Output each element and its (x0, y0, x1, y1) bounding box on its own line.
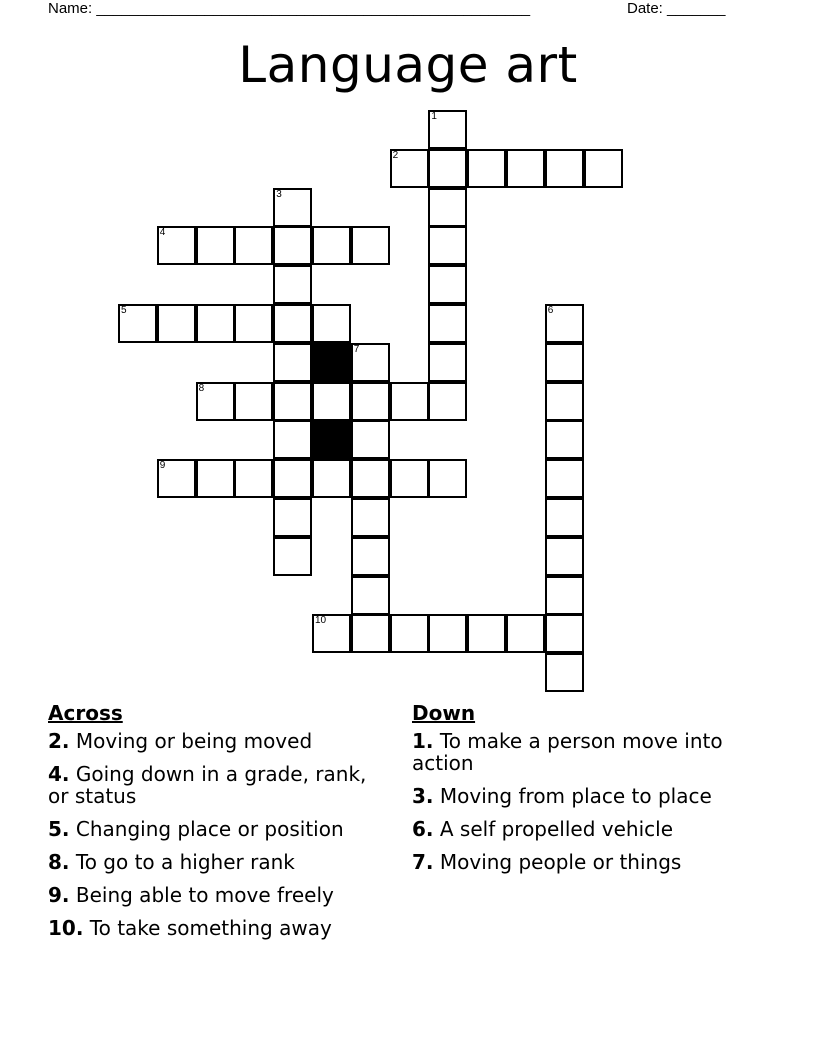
grid-cell[interactable] (428, 226, 467, 265)
grid-cell[interactable] (312, 382, 351, 421)
grid-cell[interactable] (273, 265, 312, 304)
grid-cell[interactable] (545, 653, 584, 692)
grid-cell[interactable] (545, 498, 584, 537)
grid-cell[interactable] (545, 459, 584, 498)
grid-cell[interactable] (390, 459, 429, 498)
grid-cell-number: 9 (159, 460, 166, 472)
clue-across (48, 763, 393, 807)
grid-cell-number: 3 (276, 188, 282, 200)
grid-cell[interactable] (312, 304, 351, 343)
clue-across (48, 818, 393, 840)
grid-cell[interactable] (428, 304, 467, 343)
grid-cell[interactable] (351, 343, 390, 382)
grid-cell[interactable] (351, 420, 390, 459)
grid-cell[interactable] (273, 188, 312, 227)
grid-cell[interactable] (428, 459, 467, 498)
grid-cell[interactable] (390, 149, 429, 188)
clue-down (412, 730, 732, 774)
grid-cell-number: 6 (547, 305, 554, 316)
clue-number: 1. (412, 729, 434, 753)
grid-cell[interactable] (467, 149, 506, 188)
grid-cell[interactable] (157, 226, 196, 265)
grid-cell-number: 5 (121, 305, 127, 316)
grid-cell[interactable] (234, 304, 273, 343)
grid-cell[interactable] (196, 459, 235, 498)
grid-cell[interactable] (234, 226, 273, 265)
grid-cell[interactable] (545, 382, 584, 421)
clue-number: 9. (48, 883, 70, 907)
clue-across (48, 917, 393, 939)
grid-cell[interactable] (506, 614, 545, 653)
grid-cell[interactable] (428, 614, 467, 653)
grid-cell[interactable] (312, 614, 351, 653)
grid-cell[interactable] (467, 614, 506, 653)
grid-cell[interactable] (312, 459, 351, 498)
grid-cell[interactable] (196, 382, 235, 421)
grid-cell[interactable] (584, 149, 623, 188)
grid-cell[interactable] (428, 110, 467, 149)
clue-text: Moving people or things (439, 850, 682, 874)
grid-cell[interactable] (273, 226, 312, 265)
grid-cell[interactable] (273, 304, 312, 343)
grid-cell[interactable] (545, 537, 584, 576)
clue-across (48, 884, 393, 906)
grid-cell[interactable] (428, 265, 467, 304)
grid-cell[interactable] (273, 382, 312, 421)
grid-cell[interactable] (196, 226, 235, 265)
clue-number: 7. (412, 850, 434, 874)
clue-text: Moving from place to place (439, 784, 712, 808)
down-clues (412, 702, 732, 884)
grid-cell[interactable] (157, 304, 196, 343)
grid-cell[interactable] (390, 614, 429, 653)
clue-text: To make a person move into action (412, 729, 723, 775)
grid-cell[interactable] (273, 420, 312, 459)
grid-cell-number: 10 (315, 615, 327, 627)
grid-cell[interactable] (273, 537, 312, 576)
grid-cell[interactable] (428, 343, 467, 382)
grid-cell[interactable] (428, 188, 467, 227)
grid-cell[interactable] (234, 382, 273, 421)
clue-text: To go to a higher rank (75, 850, 295, 874)
grid-cell[interactable] (545, 614, 584, 653)
clue-down (412, 785, 732, 807)
date-field-label: Date: _______ (627, 0, 726, 17)
clue-number: 3. (412, 784, 434, 808)
clue-text: Moving or being moved (75, 729, 313, 753)
clue-across (48, 851, 393, 873)
clue-down (412, 818, 732, 840)
name-field-label: Name: ____________________________________________________ (48, 0, 531, 17)
grid-cell-number: 8 (198, 382, 205, 394)
clue-across (48, 730, 393, 752)
grid-cell[interactable] (273, 343, 312, 382)
grid-cell-number: 1 (431, 111, 437, 122)
grid-cell[interactable] (234, 459, 273, 498)
grid-cell[interactable] (545, 304, 584, 343)
grid-cell[interactable] (351, 537, 390, 576)
grid-cell[interactable] (545, 149, 584, 188)
grid-cell[interactable] (351, 226, 390, 265)
grid-cell[interactable] (157, 459, 196, 498)
grid-cell[interactable] (545, 576, 584, 615)
clue-number: 5. (48, 817, 70, 841)
clue-text: Going down in a grade, rank, or status (48, 762, 367, 808)
clue-number: 4. (48, 762, 70, 786)
grid-cell-number: 7 (353, 343, 360, 355)
grid-cell-number: 4 (159, 227, 166, 239)
grid-cell[interactable] (351, 382, 390, 421)
down-heading: Down (412, 701, 476, 725)
grid-cell[interactable] (545, 420, 584, 459)
grid-cell[interactable] (351, 498, 390, 537)
black-cell (312, 343, 351, 382)
grid-cell[interactable] (196, 304, 235, 343)
clue-text: Changing place or position (75, 817, 344, 841)
clue-number: 10. (48, 916, 84, 940)
across-clues (48, 702, 393, 950)
clue-text: A self propelled vehicle (439, 817, 674, 841)
grid-cell[interactable] (273, 498, 312, 537)
clue-down (412, 851, 732, 873)
clue-number: 8. (48, 850, 70, 874)
grid-cell[interactable] (351, 576, 390, 615)
grid-cell[interactable] (351, 614, 390, 653)
grid-cell-number: 2 (392, 149, 399, 161)
grid-cell[interactable] (545, 343, 584, 382)
page-title: Language art (238, 36, 578, 94)
grid-cell[interactable] (273, 459, 312, 498)
across-heading: Across (48, 701, 123, 725)
grid-cell[interactable] (390, 382, 429, 421)
grid-cell[interactable] (428, 149, 467, 188)
clue-text: To take something away (89, 916, 332, 940)
grid-cell[interactable] (506, 149, 545, 188)
clue-number: 6. (412, 817, 434, 841)
black-cell (312, 420, 351, 459)
grid-cell[interactable] (312, 226, 351, 265)
grid-cell[interactable] (351, 459, 390, 498)
clue-text: Being able to move freely (75, 883, 334, 907)
grid-cell[interactable] (428, 382, 467, 421)
grid-cell[interactable] (118, 304, 157, 343)
clue-number: 2. (48, 729, 70, 753)
